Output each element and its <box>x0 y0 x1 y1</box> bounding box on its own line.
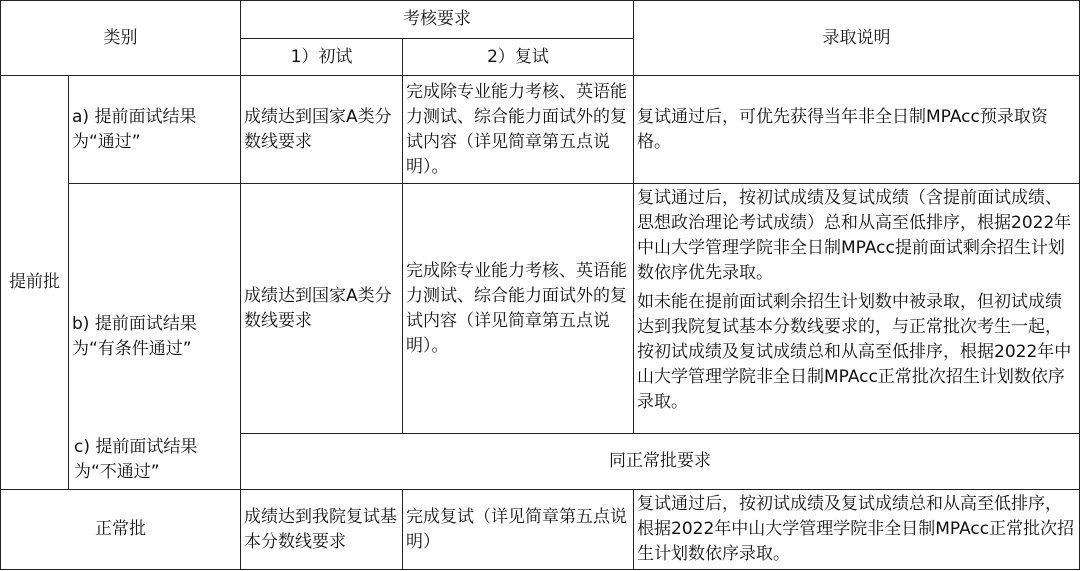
early-batch-label: 提前批 <box>1 76 69 490</box>
early-row-c-condition-text: c) 提前面试结果为“不通过” <box>74 437 198 482</box>
header-category: 类别 <box>1 1 241 76</box>
early-row-a-admission <box>634 76 1080 184</box>
normal-row-admission: 复试通过后，按初试成绩及复试成绩总和从高至低排序，根据2022年中山大学管理学院非全日制MPAcc正常批次招生计划数依序录取。 <box>634 490 1080 570</box>
early-row-a-initial: 成绩达到国家A类分数线要求 <box>241 76 403 184</box>
early-row-b-condition: b) 提前面试结果为“有条件通过” <box>69 184 241 490</box>
early-row-b-admission <box>634 184 1080 434</box>
early-row-a-condition: a) 提前面试结果为“通过” <box>69 76 241 184</box>
early-row-b-retest: 完成除专业能力考核、英语能力测试、综合能力面试外的复试内容（详见简章第五点说明）。 <box>403 184 634 434</box>
early-row-a <box>1 76 1080 184</box>
header-assessment: 考核要求 <box>241 1 634 39</box>
normal-row-retest: 完成复试（详见简章第五点说明） <box>403 490 634 570</box>
header-retest: 2）复试 <box>403 39 634 76</box>
normal-row-initial: 成绩达到我院复试基本分数线要求 <box>241 490 403 570</box>
normal-batch-label: 正常批 <box>1 490 241 570</box>
early-row-a-admission-text: 复试通过后，可优先获得当年非全日制MPAcc预录取资格。 <box>637 106 1048 152</box>
early-row-b-initial: 成绩达到国家A类分数线要求 <box>241 184 403 434</box>
early-row-c-condition <box>71 435 240 485</box>
early-row-b-admission-text-2: 如未能在提前面试剩余招生计划数中被录取，但初试成绩达到我院复试基本分数线要求的，与正常批次考生一起，按初试成绩及复试成绩总和从高至低排序，根据2022年中山大学管理学院非全日制MPAcc正常批次招生计划数依序录取。 <box>637 292 1072 412</box>
header-initial: 1）初试 <box>241 39 403 76</box>
normal-row <box>1 490 1080 570</box>
header-row-1 <box>1 1 1080 39</box>
early-row-c-merged: 同正常批要求 <box>241 434 1080 490</box>
early-row-b-admission-text-1: 复试通过后，按初试成绩及复试成绩（含提前面试成绩、思想政治理论考试成绩）总和从高至低排序，根据2022年中山大学管理学院非全日制MPAcc提前面试剩余招生计划数依序优先录取。 <box>637 188 1072 283</box>
early-row-b <box>1 184 1080 434</box>
early-row-a-retest: 完成除专业能力考核、英语能力测试、综合能力面试外的复试内容（详见简章第五点说明）。 <box>403 76 634 184</box>
header-admission: 录取说明 <box>634 1 1080 76</box>
